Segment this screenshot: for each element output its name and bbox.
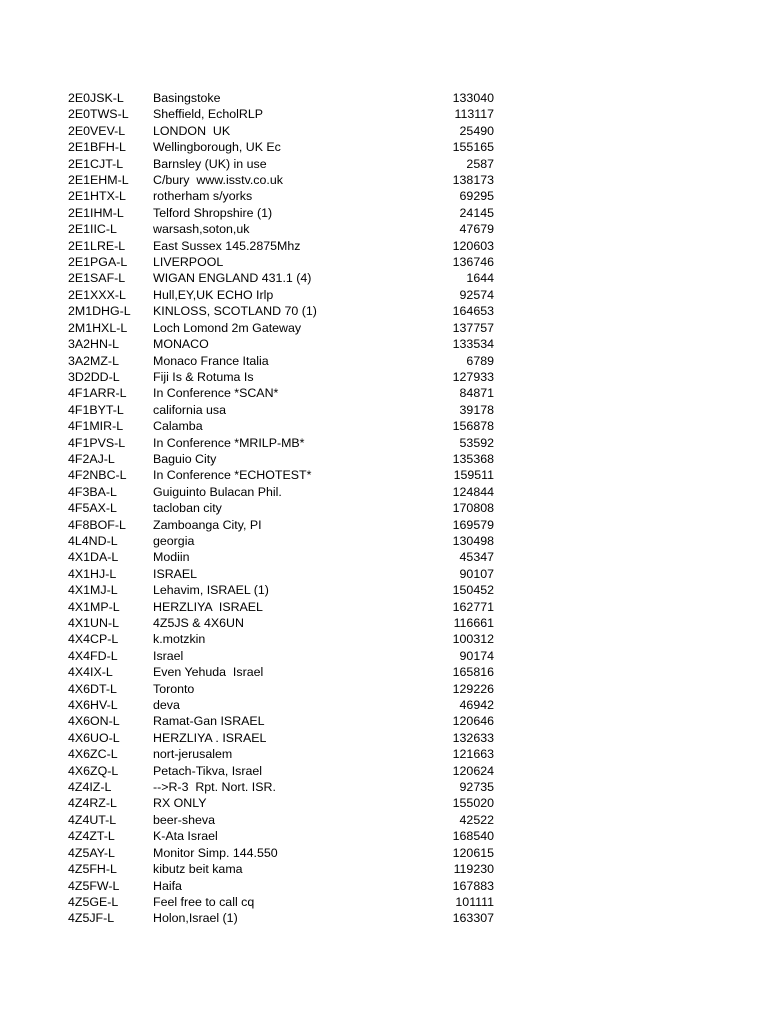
location-cell: MONACO [153, 337, 209, 352]
table-row [68, 878, 494, 894]
node-number-cell: 39178 [459, 402, 494, 417]
location-cell: In Conference *SCAN* [153, 386, 279, 401]
callsign-cell: 4F2NBC-L [68, 468, 127, 483]
callsign-cell: 4Z5JF-L [68, 911, 115, 926]
table-row [68, 631, 494, 647]
callsign-cell: 2E1BFH-L [68, 140, 126, 155]
location-cell: Israel [153, 648, 184, 663]
callsign-cell: 4Z5FH-L [68, 862, 117, 877]
table-row [68, 303, 494, 319]
callsign-cell: 4X6DT-L [68, 681, 117, 696]
table-row [68, 320, 494, 336]
node-number-cell: 92574 [459, 287, 494, 302]
location-cell: HERZLIYA . ISRAEL [153, 730, 267, 745]
table-row [68, 500, 494, 516]
node-number-cell: 130498 [452, 533, 494, 548]
location-cell: K-Ata Israel [153, 829, 218, 844]
node-number-cell: 165816 [452, 665, 494, 680]
table-row [68, 270, 494, 286]
table-row [68, 369, 494, 385]
node-number-cell: 138173 [452, 173, 494, 188]
node-number-cell: 163307 [452, 911, 494, 926]
table-row [68, 615, 494, 631]
location-cell: Wellingborough, UK Ec [153, 140, 281, 155]
location-cell: california usa [153, 402, 227, 417]
table-row [68, 484, 494, 500]
location-cell: Ramat-Gan ISRAEL [153, 714, 265, 729]
table-row [68, 467, 494, 483]
location-cell: RX ONLY [153, 796, 207, 811]
table-row [68, 861, 494, 877]
callsign-cell: 4X6ZC-L [68, 747, 118, 762]
callsign-cell: 4X1MJ-L [68, 583, 118, 598]
table-row [68, 385, 494, 401]
node-number-cell: 120624 [452, 763, 494, 778]
location-cell: georgia [153, 533, 195, 548]
callsign-cell: 2E1PGA-L [68, 255, 128, 270]
location-cell: LONDON UK [153, 123, 231, 138]
node-number-cell: 90107 [459, 566, 494, 581]
location-cell: Even Yehuda Israel [153, 665, 264, 680]
table-row [68, 139, 494, 155]
node-number-cell: 101111 [455, 894, 494, 909]
location-cell: Lehavim, ISRAEL (1) [153, 583, 269, 598]
location-cell: Sheffield, EcholRLP [153, 107, 263, 122]
callsign-cell: 4F8BOF-L [68, 517, 126, 532]
node-number-cell: 127933 [452, 369, 494, 384]
location-cell: ISRAEL [153, 566, 198, 581]
node-number-cell: 92735 [459, 780, 494, 795]
location-cell: Zamboanga City, PI [153, 517, 262, 532]
callsign-cell: 4X4FD-L [68, 648, 118, 663]
location-cell: Guiguinto Bulacan Phil. [153, 484, 282, 499]
table-row [68, 106, 494, 122]
table-row [68, 188, 494, 204]
node-number-cell: 100312 [452, 632, 494, 647]
node-number-cell: 69295 [459, 189, 494, 204]
table-row [68, 779, 494, 795]
node-number-cell: 121663 [452, 747, 494, 762]
callsign-cell: 4Z4ZT-L [68, 829, 115, 844]
location-cell: Barnsley (UK) in use [153, 156, 267, 171]
node-number-cell: 155020 [452, 796, 494, 811]
node-number-cell: 42522 [459, 812, 494, 827]
table-row [68, 795, 494, 811]
table-row [68, 353, 494, 369]
table-row [68, 582, 494, 598]
node-number-cell: 155165 [452, 140, 494, 155]
table-row [68, 287, 494, 303]
table-row [68, 418, 494, 434]
callsign-cell: 4F1BYT-L [68, 402, 124, 417]
table-row [68, 517, 494, 533]
table-row [68, 205, 494, 221]
callsign-cell: 2E1XXX-L [68, 287, 126, 302]
node-number-cell: 162771 [452, 599, 494, 614]
table-row [68, 156, 494, 172]
location-cell: Haifa [153, 878, 182, 893]
location-cell: k.motzkin [153, 632, 206, 647]
node-number-cell: 137757 [452, 320, 494, 335]
node-list-body [68, 90, 494, 927]
table-row [68, 763, 494, 779]
location-cell: In Conference *ECHOTEST* [153, 468, 312, 483]
table-row [68, 123, 494, 139]
callsign-cell: 4F2AJ-L [68, 451, 115, 466]
location-cell: Monaco France Italia [153, 353, 269, 368]
table-row [68, 599, 494, 615]
callsign-cell: 4F1MIR-L [68, 419, 124, 434]
table-row [68, 533, 494, 549]
callsign-cell: 2E1HTX-L [68, 189, 126, 204]
callsign-cell: 2E1IHM-L [68, 205, 124, 220]
node-number-cell: 90174 [459, 648, 494, 663]
location-cell: nort-jerusalem [153, 747, 233, 762]
location-cell: 4Z5JS & 4X6UN [153, 616, 244, 630]
location-cell: Fiji Is & Rotuma Is [153, 369, 254, 384]
table-row [68, 713, 494, 729]
location-cell: rotherham s/yorks [153, 189, 253, 204]
table-row [68, 172, 494, 188]
table-row [68, 435, 494, 451]
callsign-cell: 2E0TWS-L [68, 107, 129, 122]
location-cell: Calamba [153, 419, 203, 434]
callsign-cell: 4X1UN-L [68, 616, 119, 630]
callsign-cell: 2M1DHG-L [68, 304, 131, 319]
node-number-cell: 84871 [459, 386, 494, 401]
callsign-cell: 4X6ON-L [68, 714, 120, 729]
table-row [68, 549, 494, 565]
callsign-cell: 4F1PVS-L [68, 435, 126, 450]
callsign-cell: 4X6HV-L [68, 698, 118, 713]
callsign-cell: 4Z5AY-L [68, 845, 115, 860]
node-number-cell: 53592 [459, 435, 494, 450]
table-row [68, 845, 494, 861]
table-row [68, 730, 494, 746]
node-number-cell: 119230 [453, 862, 494, 877]
callsign-cell: 4X6UO-L [68, 730, 120, 745]
location-cell: Holon,Israel (1) [153, 911, 238, 926]
callsign-cell: 3A2HN-L [68, 337, 119, 352]
table-row [68, 221, 494, 237]
table-row [68, 451, 494, 467]
callsign-cell: 3A2MZ-L [68, 353, 119, 368]
node-number-cell: 46942 [459, 698, 494, 713]
node-number-cell: 116661 [453, 616, 494, 630]
node-number-cell: 1644 [466, 271, 494, 286]
callsign-cell: 4Z4UT-L [68, 812, 117, 827]
table-row [68, 648, 494, 664]
table-row [68, 336, 494, 352]
table-row [68, 828, 494, 844]
node-number-cell: 156878 [452, 419, 494, 434]
callsign-cell: 2E1IIC-L [68, 222, 117, 237]
location-cell: HERZLIYA ISRAEL [153, 599, 263, 614]
table-row [68, 664, 494, 680]
node-number-cell: 25490 [459, 123, 494, 138]
callsign-cell: 4X1HJ-L [68, 566, 117, 581]
location-cell: kibutz beit kama [153, 862, 243, 877]
callsign-cell: 4Z4IZ-L [68, 780, 112, 795]
node-number-cell: 167883 [452, 878, 494, 893]
node-number-cell: 132633 [452, 730, 494, 745]
node-number-cell: 120603 [452, 238, 494, 253]
location-cell: tacloban city [153, 501, 222, 516]
callsign-cell: 2E1EHM-L [68, 173, 129, 188]
location-cell: beer-sheva [153, 812, 215, 827]
location-cell: Loch Lomond 2m Gateway [153, 320, 302, 335]
callsign-cell: 2M1HXL-L [68, 320, 128, 335]
node-number-cell: 129226 [452, 681, 494, 696]
node-number-cell: 133534 [452, 337, 494, 352]
table-row [68, 697, 494, 713]
callsign-cell: 4X1MP-L [68, 599, 120, 614]
node-number-cell: 24145 [459, 205, 494, 220]
table-row [68, 402, 494, 418]
node-number-cell: 45347 [459, 550, 494, 565]
node-number-cell: 113117 [454, 107, 494, 122]
location-cell: Basingstoke [153, 91, 221, 105]
node-number-cell: 47679 [459, 222, 494, 237]
callsign-cell: 4F1ARR-L [68, 386, 127, 401]
node-number-cell: 135368 [452, 451, 494, 466]
location-cell: Monitor Simp. 144.550 [153, 845, 278, 860]
table-row [68, 681, 494, 697]
location-cell: Telford Shropshire (1) [153, 205, 273, 220]
location-cell: Feel free to call cq [153, 894, 255, 909]
callsign-cell: 3D2DD-L [68, 369, 120, 384]
location-cell: Hull,EY,UK ECHO Irlp [153, 287, 274, 302]
location-cell: Toronto [153, 681, 195, 696]
location-cell: In Conference *MRILP-MB* [153, 435, 305, 450]
location-cell: Petach-Tikva, Israel [153, 763, 263, 778]
location-cell: deva [153, 698, 180, 713]
location-cell: C/bury www.isstv.co.uk [153, 173, 283, 188]
location-cell: -->R-3 Rpt. Nort. ISR. [153, 780, 276, 795]
table-row [68, 566, 494, 582]
location-cell: warsash,soton,uk [153, 222, 250, 237]
table-row [68, 254, 494, 270]
callsign-cell: 4X4IX-L [68, 665, 113, 680]
location-cell: East Sussex 145.2875Mhz [153, 238, 301, 253]
table-row [68, 894, 494, 910]
callsign-cell: 4L4ND-L [68, 533, 118, 548]
node-number-cell: 120646 [452, 714, 494, 729]
location-cell: WIGAN ENGLAND 431.1 (4) [153, 271, 312, 286]
location-cell: LIVERPOOL [153, 255, 224, 270]
node-number-cell: 150452 [452, 583, 494, 598]
node-number-cell: 133040 [452, 91, 494, 105]
location-cell: Baguio City [153, 451, 217, 466]
node-number-cell: 159511 [453, 468, 494, 483]
node-number-cell: 164653 [452, 304, 494, 319]
callsign-cell: 4Z5GE-L [68, 894, 119, 909]
node-number-cell: 6789 [466, 353, 494, 368]
node-number-cell: 136746 [452, 255, 494, 270]
node-list-table [68, 90, 494, 927]
callsign-cell: 4X1DA-L [68, 550, 119, 565]
table-row [68, 238, 494, 254]
callsign-cell: 2E1LRE-L [68, 238, 126, 253]
location-cell: Modiin [153, 550, 190, 565]
node-number-cell: 168540 [452, 829, 494, 844]
node-number-cell: 120615 [452, 845, 494, 860]
callsign-cell: 4Z4RZ-L [68, 796, 117, 811]
node-number-cell: 2587 [466, 156, 494, 171]
callsign-cell: 2E1CJT-L [68, 156, 124, 171]
table-row [68, 746, 494, 762]
node-number-cell: 124844 [452, 484, 494, 499]
location-cell: KINLOSS, SCOTLAND 70 (1) [153, 304, 317, 319]
table-row [68, 90, 494, 106]
callsign-cell: 4X4CP-L [68, 632, 119, 647]
callsign-cell: 2E0VEV-L [68, 123, 126, 138]
node-number-cell: 170808 [452, 501, 494, 516]
table-row [68, 910, 494, 926]
table-row [68, 812, 494, 828]
callsign-cell: 4F3BA-L [68, 484, 117, 499]
callsign-cell: 2E0JSK-L [68, 91, 124, 105]
callsign-cell: 2E1SAF-L [68, 271, 126, 286]
callsign-cell: 4X6ZQ-L [68, 763, 119, 778]
callsign-cell: 4Z5FW-L [68, 878, 120, 893]
node-number-cell: 169579 [452, 517, 494, 532]
callsign-cell: 4F5AX-L [68, 501, 117, 516]
